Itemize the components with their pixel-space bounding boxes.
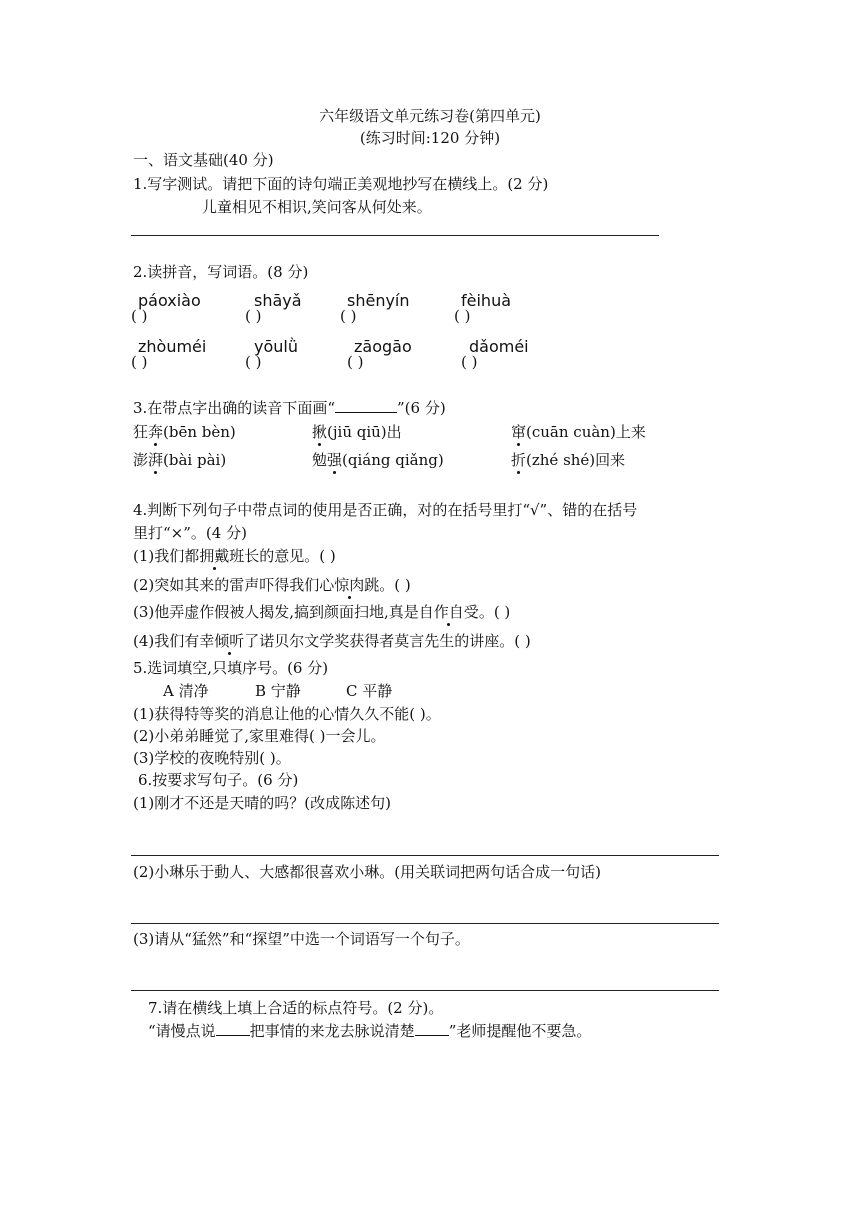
- sentence-answer[interactable]: 。( ): [379, 576, 411, 594]
- q7-prompt: 7.请在横线上填上合适的标点符号。(2 分)。: [148, 999, 444, 1017]
- q3-item-text: 勉: [312, 451, 328, 469]
- q7-blank-1[interactable]: [216, 1035, 250, 1036]
- q6-sentence-3: (3)请从“猛然”和“探望”中选一个词语写一个句子。: [133, 930, 470, 948]
- q3-item-4: [133, 450, 226, 470]
- answer-paren-1[interactable]: ( ): [131, 307, 148, 325]
- sentence-text: (3)他弄虚作假被人揭发,搞到颜面扫地,真是: [133, 603, 419, 621]
- q2-prompt: 2.读拼音，写词语。(8 分): [133, 263, 309, 281]
- q4-sentence-1: [133, 546, 336, 566]
- q3-prompt-start: 3.在带点字出确的读音下面画“: [133, 399, 335, 417]
- q5-sentence-1[interactable]: (1)获得特等奖的消息让他的心情久久不能( )。: [133, 705, 441, 723]
- answer-paren-2[interactable]: ( ): [245, 307, 262, 325]
- q1-answer-line[interactable]: [131, 235, 659, 236]
- q3-item-text: 狂: [133, 423, 149, 441]
- q3-item-options[interactable]: (bēn bèn): [163, 423, 236, 441]
- q3-dotted-char: 窜: [511, 423, 527, 441]
- q3-dotted-char: 强: [327, 451, 343, 469]
- q7-text-middle: 把事情的来龙去脉说清楚: [249, 1022, 415, 1040]
- pinyin-4: fèihuà: [461, 291, 512, 310]
- q5-option-a: A 清净: [163, 682, 209, 700]
- answer-paren-5[interactable]: ( ): [131, 353, 148, 371]
- sentence-text: (1)我们都: [133, 547, 200, 565]
- pinyin-7: zāogāo: [354, 337, 412, 356]
- q3-item-text: 澎: [133, 451, 149, 469]
- q5-sentence-2[interactable]: (2)小弟弟睡觉了,家里难得( )一会儿。: [133, 727, 386, 745]
- q3-dotted-char: 揪: [312, 423, 328, 441]
- sentence-answer[interactable]: 。( ): [478, 603, 511, 621]
- dotted-word: 倾听: [214, 632, 245, 650]
- q4-sentence-2: [133, 575, 411, 595]
- q3-item-6: [511, 450, 625, 470]
- page-subtitle: (练习时间:120 分钟): [359, 129, 501, 147]
- dotted-word: 心惊肉跳: [319, 576, 380, 594]
- q3-dotted-char: 奔: [148, 423, 164, 441]
- q5-prompt: 5.选词填空,只填序号。(6 分): [133, 659, 329, 677]
- q4-prompt-line1: 4.判断下列句子中带点词的使用是否正确，对的在括号里打“√”、错的在括号: [133, 501, 638, 519]
- pinyin-5: zhòuméi: [138, 337, 207, 356]
- page-title: 六年级语文单元练习卷(第四单元): [319, 107, 541, 125]
- pinyin-1: páoxiào: [138, 291, 201, 310]
- q6-answer-line-1[interactable]: [131, 855, 719, 856]
- answer-paren-7[interactable]: ( ): [347, 353, 364, 371]
- q3-prompt-end: ”(6 分): [396, 399, 446, 417]
- q7-text-start: “请慢点说: [148, 1022, 216, 1040]
- answer-paren-3[interactable]: ( ): [340, 307, 357, 325]
- q3-prompt: [133, 398, 446, 418]
- q3-item-options[interactable]: (qiáng qiǎng): [342, 451, 444, 469]
- q6-answer-line-2[interactable]: [131, 923, 719, 924]
- q1-poem: 儿童相见不相识,笑问客从何处来。: [202, 198, 432, 216]
- q6-prompt: 6.按要求写句子。(6 分): [138, 771, 299, 789]
- q3-item-2: [312, 422, 402, 442]
- q7-blank-2[interactable]: [415, 1035, 449, 1036]
- q3-item-options[interactable]: (zhé shé)回来: [526, 451, 626, 469]
- q4-sentence-4: [133, 631, 531, 651]
- q6-answer-line-3[interactable]: [131, 990, 719, 991]
- sentence-text: (2)突如其来的雷声吓得我们: [133, 576, 320, 594]
- q3-blank-sample: [335, 412, 397, 413]
- sentence-answer[interactable]: 了诺贝尔文学奖获得者莫言先生的讲座。( ): [244, 632, 531, 650]
- q1-prompt: 1.写字测试。请把下面的诗句端正美观地抄写在横线上。(2 分): [133, 175, 549, 193]
- q7-text-end: ”老师提醒他不要急。: [448, 1022, 592, 1040]
- q6-sentence-1: (1)刚才不还是天晴的吗？(改成陈述句): [133, 794, 391, 812]
- q3-item-options[interactable]: (cuān cuàn)上来: [526, 423, 646, 441]
- q5-option-c: C 平静: [346, 682, 393, 700]
- q5-option-b: B 宁静: [255, 682, 301, 700]
- q4-sentence-3: [133, 602, 510, 622]
- q3-item-5: [312, 450, 444, 470]
- q3-item-options[interactable]: (jiū qiū)出: [327, 423, 402, 441]
- dotted-word: 自作自受: [418, 603, 479, 621]
- q6-sentence-2: (2)小琳乐于動人、大感都很喜欢小琳。(用关联词把两句话合成一句话): [133, 863, 601, 881]
- pinyin-8: dǎoméi: [469, 337, 529, 356]
- answer-paren-4[interactable]: ( ): [454, 307, 471, 325]
- q4-prompt-line2: 里打“×”。(4 分): [133, 524, 247, 542]
- pinyin-3: shēnyín: [347, 291, 410, 310]
- q3-item-options[interactable]: (bài pài): [163, 451, 227, 469]
- answer-paren-8[interactable]: ( ): [461, 353, 478, 371]
- q3-item-1: [133, 422, 236, 442]
- q5-sentence-3[interactable]: (3)学校的夜晚特别( )。: [133, 749, 291, 767]
- q3-dotted-char: 湃: [148, 451, 164, 469]
- q7-sentence: [148, 1021, 591, 1041]
- section-heading: 一、语文基础(40 分): [133, 151, 274, 169]
- dotted-word: 拥戴: [199, 547, 230, 565]
- pinyin-2: shāyǎ: [254, 291, 302, 310]
- q3-dotted-char: 折: [511, 451, 527, 469]
- pinyin-6: yōulǜ: [254, 337, 298, 356]
- sentence-text: (4)我们有幸: [133, 632, 215, 650]
- q3-item-3: [511, 422, 646, 442]
- answer-paren-6[interactable]: ( ): [245, 353, 262, 371]
- sentence-answer[interactable]: 班长的意见。( ): [229, 547, 336, 565]
